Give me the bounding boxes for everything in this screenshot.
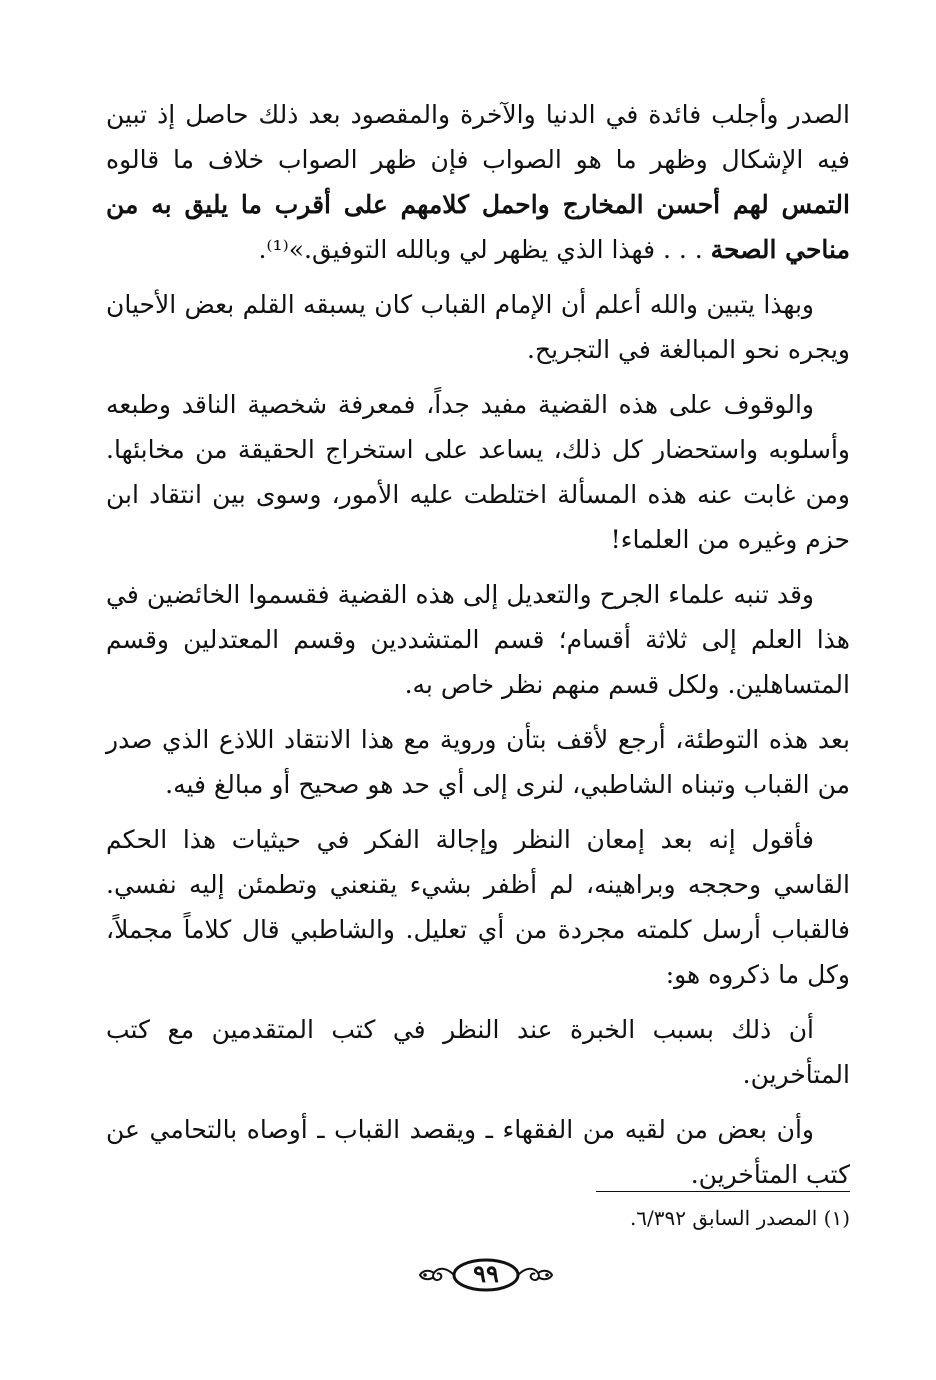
paragraph-7-text: أن ذلك بسبب الخبرة عند النظر في كتب المتقدمين مع كتب المتأخرين. bbox=[106, 1015, 850, 1089]
paragraph-3 bbox=[106, 382, 850, 562]
paragraph-1-text: الصدر وأجلب فائدة في الدنيا والآخرة والمقصود بعد ذلك حاصل إذ تبين فيه الإشكال وظهر ما هو الصواب فإن ظهر الصواب خلاف ما قالوه bbox=[106, 100, 850, 174]
paragraph-1-tail: . . . فهذا الذي يظهر لي وبالله التوفيق.»⁽¹⁾. bbox=[258, 235, 711, 264]
paragraph-3-text: والوقوف على هذه القضية مفيد جداً، فمعرفة شخصية الناقد وطبعه وأسلوبه واستحضار كل ذلك، يساعد على استخراج الحقيقة من مخابئها. ومن غابت عنه هذه المسألة اختلطت عليه الأمور، وسوى بين انتقاد ابن حزم وغيره من العلماء! bbox=[106, 390, 850, 554]
footnote: (١) المصدر السابق ٦/٣٩٢. bbox=[629, 1206, 850, 1230]
paragraph-4 bbox=[106, 572, 850, 707]
paragraph-5-text: بعد هذه التوطئة، أرجع لأقف بتأن وروية مع هذا الانتقاد اللاذع الذي صدر من القباب وتبناه الشاطبي، لنرى إلى أي حد هو صحيح أو مبالغ فيه. bbox=[106, 725, 850, 799]
paragraph-2 bbox=[106, 282, 850, 372]
paragraph-8-text: وأن بعض من لقيه من الفقهاء ـ ويقصد القباب ـ أوصاه بالتحامي عن كتب المتأخرين. bbox=[106, 1115, 850, 1189]
paragraph-1-bold-text: التمس لهم أحسن المخارج واحمل كلامهم على أقرب ما يليق به من مناحي الصحة bbox=[106, 190, 850, 264]
footnote-separator bbox=[596, 1191, 850, 1192]
paragraph-4-text: وقد تنبه علماء الجرح والتعديل إلى هذه القضية فقسموا الخائضين في هذا العلم إلى ثلاثة أقسام؛ قسم المتشددين وقسم المعتدلين وقسم المتساهلين. ولكل قسم منهم نظر خاص به. bbox=[106, 580, 850, 699]
paragraph-8 bbox=[106, 1107, 850, 1197]
page-number: ٩٩ bbox=[473, 1259, 499, 1288]
paragraph-2-text: وبهذا يتبين والله أعلم أن الإمام القباب كان يسبقه القلم بعض الأحيان ويجره نحو المبالغة في التجريح. bbox=[106, 290, 850, 364]
paragraph-6-text: فأقول إنه بعد إمعان النظر وإجالة الفكر في حيثيات هذا الحكم القاسي وحججه وبراهينه، لم أظفر بشيء يقنعني وتطمئن إليه نفسي. فالقباب أرسل كلمته مجردة من أي تعليل. والشاطبي قال كلاماً مجملاً، وكل ما ذكروه هو: bbox=[106, 825, 850, 989]
main-text bbox=[106, 92, 850, 1207]
paragraph-7 bbox=[106, 1007, 850, 1097]
paragraph-6 bbox=[106, 817, 850, 997]
paragraph-5 bbox=[106, 717, 850, 807]
paragraph-1 bbox=[106, 92, 850, 272]
page-number-ornament bbox=[416, 1255, 556, 1295]
